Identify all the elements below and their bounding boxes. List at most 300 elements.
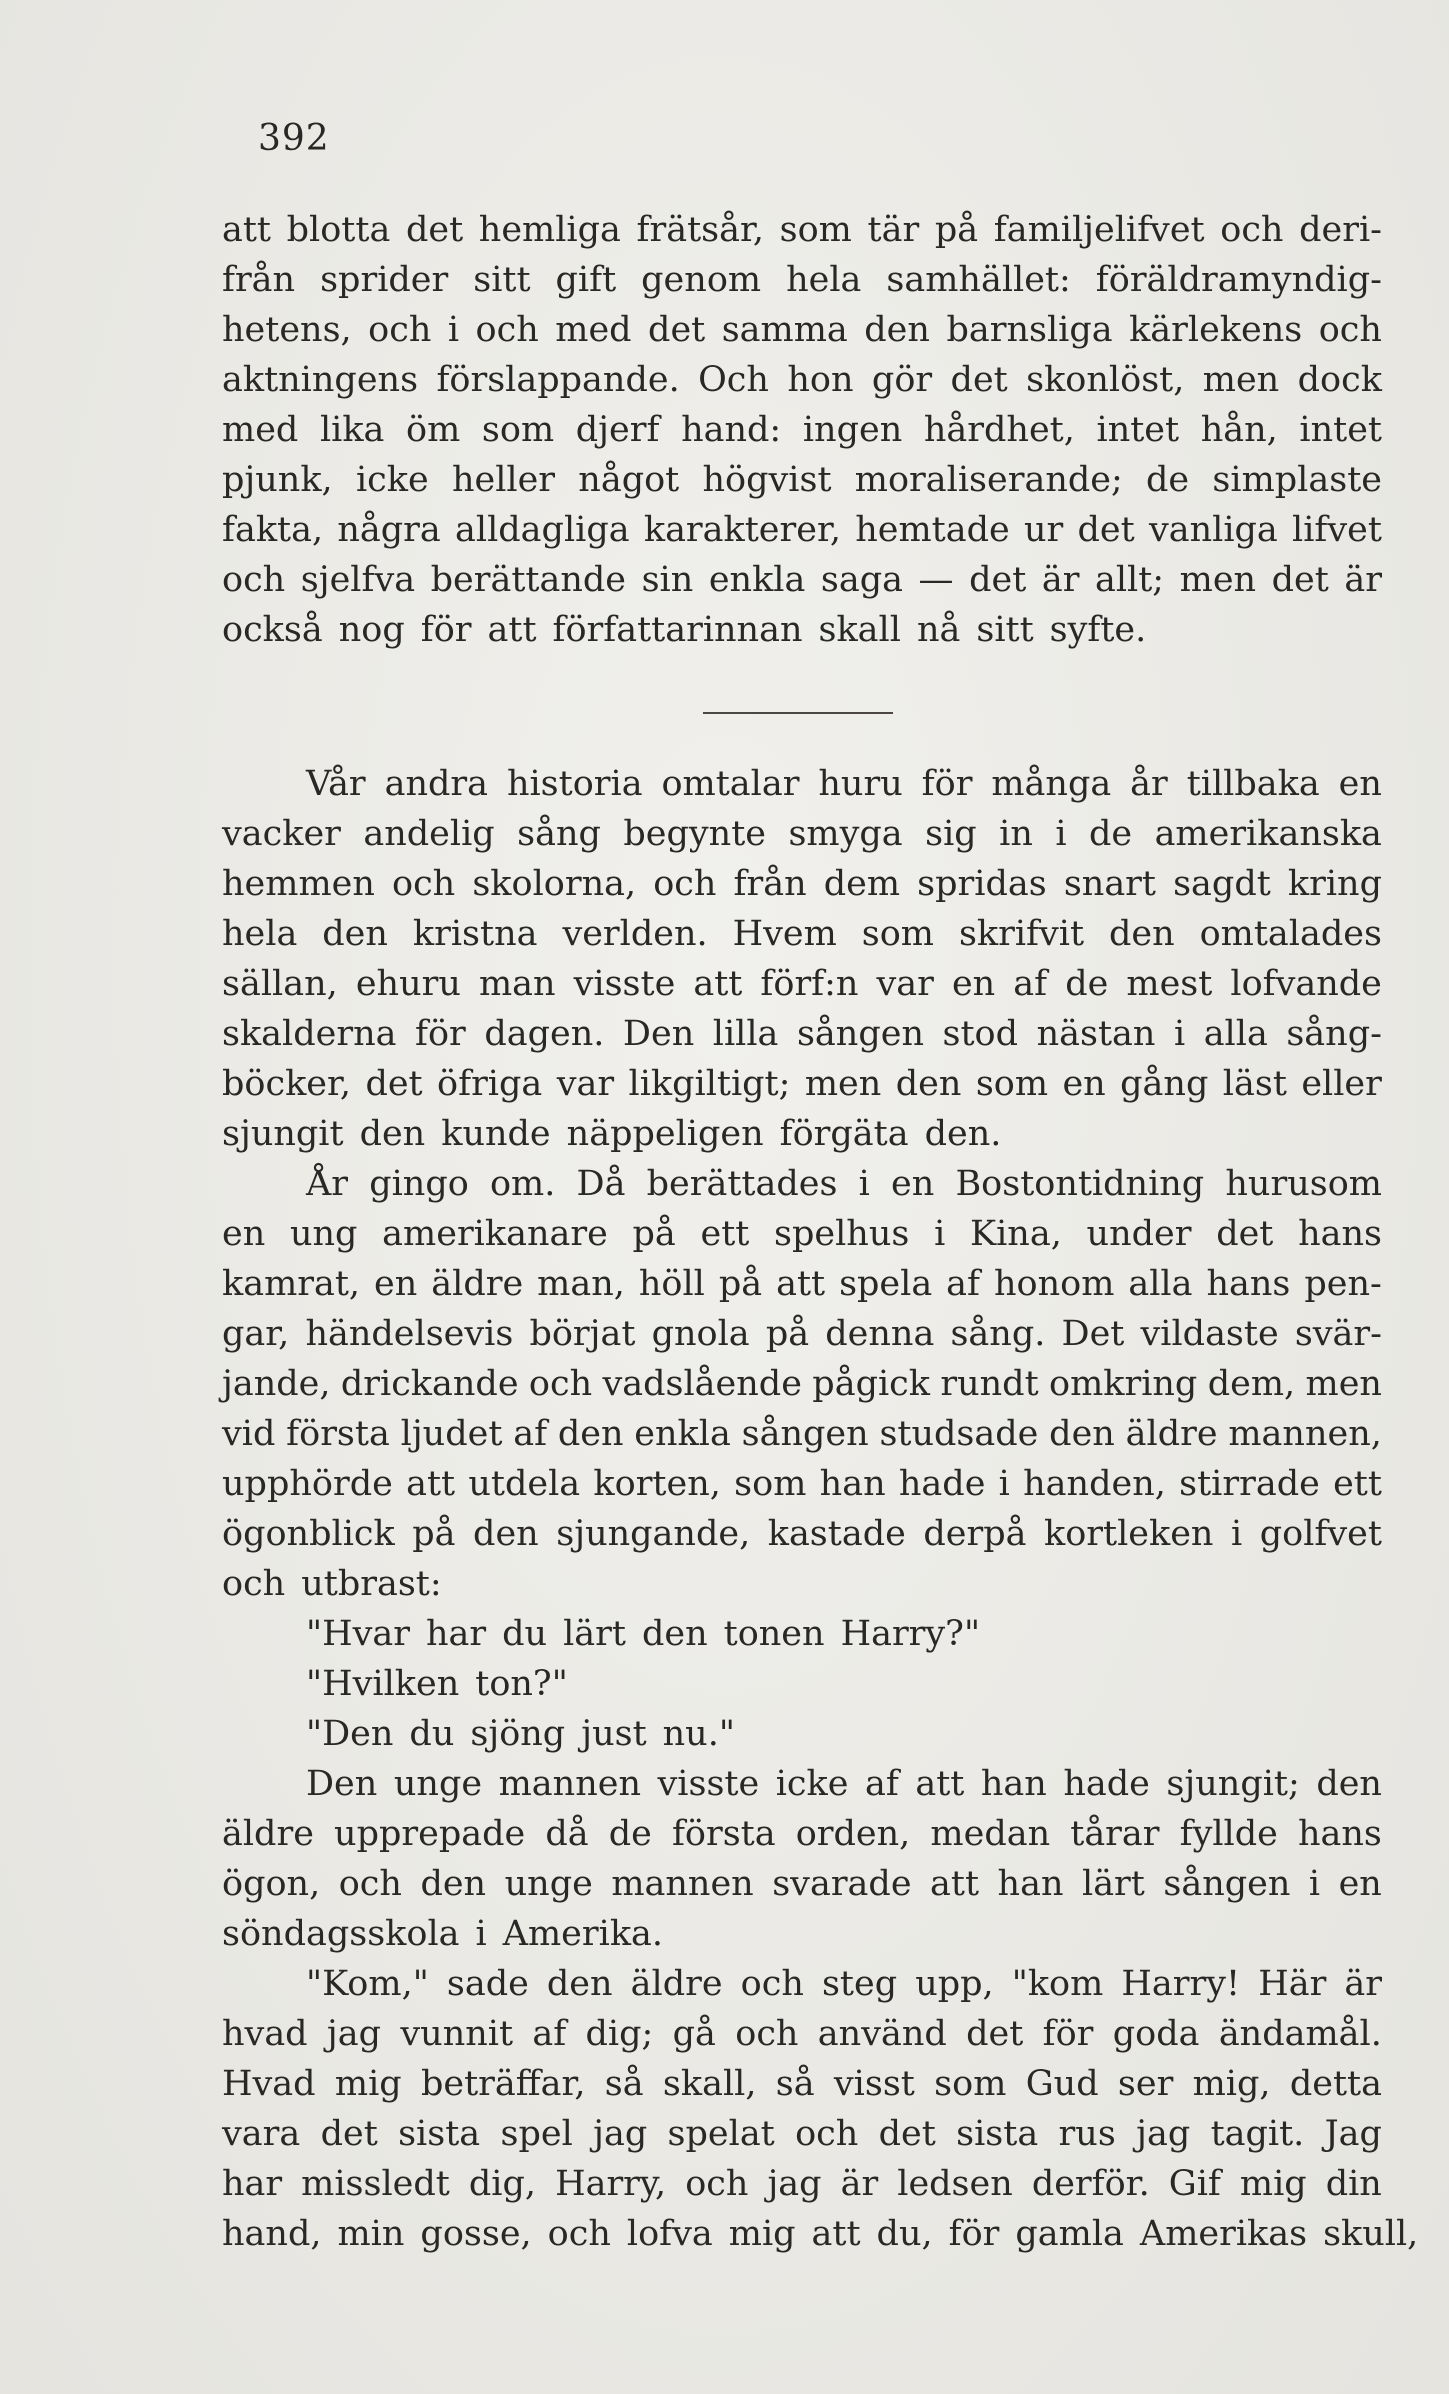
- word: gnola: [651, 1314, 750, 1354]
- word: på: [765, 1314, 810, 1354]
- text-line: [222, 1909, 1382, 1959]
- text-line: [222, 1609, 1382, 1659]
- word: men: [1305, 1364, 1382, 1404]
- word: gör: [871, 360, 933, 400]
- word: tär: [867, 210, 920, 250]
- word: och: [222, 1564, 286, 1604]
- text-line: [222, 1259, 1382, 1309]
- word: derpå: [923, 1514, 1027, 1554]
- word: med: [222, 410, 299, 450]
- word: en: [1338, 764, 1382, 804]
- text-line: [222, 1709, 1382, 1759]
- word: och: [735, 2014, 799, 2054]
- word: omtalades: [1199, 914, 1382, 954]
- word: ändamål.: [1218, 2014, 1382, 2054]
- word: smyga: [788, 814, 903, 854]
- word: vara: [222, 2114, 301, 2154]
- text-line: [222, 305, 1382, 355]
- word: Det: [1061, 1314, 1125, 1354]
- word: och: [740, 1964, 804, 2004]
- word: sista: [956, 2114, 1039, 2154]
- word: förslappande.: [436, 360, 680, 400]
- word: om.: [489, 1164, 556, 1204]
- word: unge: [504, 1864, 593, 1904]
- word: frätsår,: [636, 210, 764, 250]
- word: du,: [876, 2214, 933, 2254]
- word: kortleken: [1044, 1514, 1214, 1554]
- word: från: [733, 864, 807, 904]
- word: kastade: [767, 1514, 906, 1554]
- word: sång: [517, 814, 601, 854]
- word: att: [930, 1864, 980, 1904]
- word: en: [951, 964, 996, 1004]
- word: Amerika.: [502, 1914, 664, 1954]
- word: beträffar,: [420, 2064, 586, 2104]
- text-line: [222, 1059, 1382, 1109]
- word: hon: [787, 360, 854, 400]
- word: att: [915, 1764, 965, 1804]
- word: jag: [767, 2164, 822, 2204]
- word: som: [734, 1464, 807, 1504]
- word: en: [222, 1214, 266, 1254]
- word: historia: [506, 764, 643, 804]
- word: är: [1041, 560, 1080, 600]
- word: att: [222, 210, 271, 250]
- word: och: [1220, 210, 1284, 250]
- word: Amerikas: [1139, 2214, 1308, 2254]
- word: spelhus: [774, 1214, 910, 1254]
- word: läst: [1222, 1064, 1287, 1104]
- word: moraliserande;: [854, 460, 1123, 500]
- word: vacker: [222, 814, 341, 854]
- word: berättande: [430, 560, 627, 600]
- word: mig: [334, 2064, 402, 2104]
- word: man: [478, 964, 556, 1004]
- word: Då: [576, 1164, 626, 1204]
- word: samma: [721, 310, 848, 350]
- word: ingen: [802, 410, 903, 450]
- word: som: [934, 2064, 1007, 2104]
- word: på: [412, 1514, 456, 1554]
- word: vanliga: [1148, 510, 1278, 550]
- word: och: [222, 560, 286, 600]
- word: gingo: [369, 1164, 469, 1204]
- page-number: 392: [258, 118, 330, 159]
- text-line: [222, 355, 1382, 405]
- word: kunde: [441, 1114, 551, 1154]
- word: alla: [1203, 1014, 1268, 1054]
- word: för: [921, 764, 973, 804]
- word: du: [502, 1614, 548, 1654]
- text-line: [222, 1359, 1382, 1409]
- word: af: [1013, 964, 1048, 1004]
- word: i: [1173, 1014, 1186, 1054]
- word: hetens,: [222, 310, 352, 350]
- word: det: [966, 2014, 1024, 2054]
- word: ljudet: [400, 1414, 503, 1454]
- word: och: [653, 864, 717, 904]
- word: på: [718, 1264, 763, 1304]
- word: den: [641, 1614, 708, 1654]
- word: mig,: [1192, 2064, 1271, 2104]
- word: öm: [406, 410, 461, 450]
- word: det: [1216, 1214, 1274, 1254]
- word: vid: [222, 1414, 276, 1454]
- word: gång: [1120, 1064, 1209, 1104]
- word: orden,: [795, 1814, 911, 1854]
- word: hans: [1298, 1214, 1382, 1254]
- word: i: [934, 1214, 946, 1254]
- word: mannen: [498, 1764, 641, 1804]
- word: hade: [1063, 1764, 1150, 1804]
- word: Den: [306, 1764, 378, 1804]
- word: den: [895, 1064, 962, 1104]
- word: lifvet: [1292, 510, 1382, 550]
- word: det: [365, 1064, 423, 1104]
- word: en: [1062, 1064, 1106, 1104]
- paragraph: [222, 1709, 1382, 1759]
- word: den: [322, 914, 388, 954]
- word: heller: [451, 460, 556, 500]
- word: den: [473, 1514, 539, 1554]
- text-line: [222, 1159, 1382, 1209]
- word: höll: [638, 1264, 705, 1304]
- word: och: [1318, 310, 1382, 350]
- word: man,: [537, 1264, 625, 1304]
- word: då: [545, 1814, 589, 1854]
- word: Vår: [306, 764, 366, 804]
- word: dem: [823, 864, 901, 904]
- word: den: [359, 1114, 426, 1154]
- paragraph: [222, 1759, 1382, 1959]
- word: sprider: [320, 260, 449, 300]
- word: Den: [622, 1014, 695, 1054]
- word: de: [1088, 814, 1133, 854]
- word: upphörde: [222, 1464, 393, 1504]
- word: pjunk,: [222, 460, 333, 500]
- word: gå: [672, 2014, 716, 2054]
- word: spridas: [917, 864, 1047, 904]
- text-line: [222, 2009, 1382, 2059]
- word: hurusom: [1225, 1164, 1382, 1204]
- word: nästan: [1036, 1014, 1156, 1054]
- word: är: [1344, 1964, 1382, 2004]
- word: enkla: [634, 1414, 731, 1454]
- word: gamla: [1015, 2214, 1124, 2254]
- word: "Kom,": [306, 1964, 429, 2004]
- word: första: [671, 1814, 776, 1854]
- text-line: [222, 959, 1382, 1009]
- word: missledt: [301, 2164, 450, 2204]
- word: att: [693, 964, 743, 1004]
- word: min: [337, 2214, 405, 2254]
- word: verlden.: [562, 914, 708, 954]
- text-line: [222, 205, 1382, 255]
- word: från: [222, 260, 296, 300]
- word: din: [1325, 2164, 1382, 2204]
- word: det: [950, 360, 1008, 400]
- word: det: [405, 210, 464, 250]
- word: tårar: [1070, 1814, 1160, 1854]
- word: Och: [698, 360, 769, 400]
- word: vadslående: [602, 1364, 802, 1404]
- word: de: [1146, 460, 1190, 500]
- word: ett: [1333, 1464, 1382, 1504]
- word: utdela: [468, 1464, 581, 1504]
- word: pågick: [812, 1364, 930, 1404]
- word: ögonblick: [222, 1514, 395, 1554]
- word: för: [1042, 2014, 1094, 2054]
- word: sjungit: [222, 1114, 344, 1154]
- word: nå: [916, 610, 961, 650]
- word: hemmen: [222, 864, 375, 904]
- text-line: [222, 2209, 1419, 2259]
- word: Här: [1258, 1964, 1327, 2004]
- paragraph: [222, 1609, 1382, 1659]
- word: svarade: [772, 1864, 912, 1904]
- word: jag: [326, 2014, 382, 2054]
- word: tonen: [723, 1614, 825, 1654]
- word: för: [415, 1014, 466, 1054]
- word: goda: [1112, 2014, 1200, 2054]
- word: omkring: [1049, 1364, 1198, 1404]
- word: sången: [1163, 1864, 1291, 1904]
- word: skrifvit: [958, 914, 1085, 954]
- word: har: [222, 2164, 283, 2204]
- word: och: [475, 310, 539, 350]
- word: icke: [355, 460, 429, 500]
- text-line: [222, 455, 1382, 505]
- text-line: [222, 505, 1382, 555]
- word: den.: [924, 1114, 1002, 1154]
- word: hvad: [222, 2014, 308, 2054]
- word: var: [556, 1064, 615, 1104]
- word: af: [513, 1414, 548, 1454]
- word: vunnit: [400, 2014, 514, 2054]
- word: att: [406, 1464, 456, 1504]
- word: studsade: [879, 1414, 1039, 1454]
- word: likgiltigt;: [628, 1064, 791, 1104]
- word: att: [776, 1264, 826, 1304]
- word: den: [546, 1964, 613, 2004]
- word: sången: [796, 1014, 924, 1054]
- word: som: [975, 1064, 1049, 1104]
- word: sitt: [473, 260, 531, 300]
- word: äldre: [630, 1964, 723, 2004]
- word: på: [934, 210, 979, 250]
- word: pen-: [1304, 1264, 1382, 1304]
- word: af: [532, 2014, 567, 2054]
- text-line: [222, 1309, 1382, 1359]
- word: just: [581, 1714, 647, 1754]
- word: sista: [398, 2114, 481, 2154]
- word: hans: [1297, 1814, 1382, 1854]
- word: syfte.: [1049, 610, 1147, 650]
- word: Jag: [1324, 2114, 1382, 2154]
- word: den: [1316, 1764, 1382, 1804]
- word: år: [1130, 764, 1168, 804]
- word: som: [861, 914, 934, 954]
- word: han: [980, 1764, 1047, 1804]
- word: hårdhet,: [923, 410, 1075, 450]
- word: den: [557, 1414, 624, 1454]
- word: på: [632, 1214, 676, 1254]
- word: andra: [384, 764, 489, 804]
- text-line: [222, 555, 1382, 605]
- word: jande,: [222, 1364, 331, 1404]
- word: fakta,: [222, 510, 324, 550]
- word: och: [368, 310, 432, 350]
- word: men: [1179, 560, 1257, 600]
- word: visst: [833, 2064, 915, 2104]
- word: skonlöst,: [1026, 360, 1185, 400]
- word: spel: [500, 2114, 573, 2154]
- word: den: [864, 310, 930, 350]
- word: jag: [1136, 2114, 1191, 2154]
- word: detta: [1289, 2064, 1382, 2104]
- word: Harry,: [555, 2164, 667, 2204]
- word: upprepade: [334, 1814, 526, 1854]
- word: börjat: [529, 1314, 636, 1354]
- word: sagdt: [1173, 864, 1271, 904]
- word: skolorna,: [472, 864, 637, 904]
- word: snart: [1063, 864, 1156, 904]
- text-line: [222, 1409, 1382, 1459]
- word: några: [337, 510, 441, 550]
- word: Gif: [1168, 2164, 1221, 2204]
- text-line: [222, 2059, 1382, 2109]
- word: den: [1108, 914, 1175, 954]
- word: för: [948, 2214, 1000, 2254]
- word: samhället:: [886, 260, 1071, 300]
- word: År: [306, 1164, 349, 1204]
- word: berättades: [646, 1164, 838, 1204]
- word: lilla: [712, 1014, 779, 1054]
- word: en: [1338, 1864, 1382, 1904]
- word: ser: [1117, 2064, 1174, 2104]
- word: "Den: [306, 1714, 394, 1754]
- word: visste: [657, 1764, 760, 1804]
- paragraph: [222, 759, 1382, 1159]
- word: de: [1065, 964, 1109, 1004]
- word: ehuru: [355, 964, 461, 1004]
- word: rus: [1058, 2114, 1116, 2154]
- word: kärlekens: [1129, 310, 1303, 350]
- text-line: [222, 1759, 1382, 1809]
- word: "Hvar: [306, 1614, 410, 1654]
- word: simplaste: [1212, 460, 1382, 500]
- word: Hvem: [732, 914, 837, 954]
- word: hån,: [1200, 410, 1278, 450]
- word: drickande: [340, 1364, 519, 1404]
- word: föräldramyndig-: [1095, 260, 1382, 300]
- word: derför.: [1031, 2164, 1150, 2204]
- word: rundt: [940, 1364, 1039, 1404]
- word: "Hvilken: [306, 1664, 460, 1704]
- word: det: [320, 2114, 378, 2154]
- word: skall: [818, 610, 901, 650]
- word: denna: [825, 1314, 935, 1354]
- word: ur: [1023, 510, 1064, 550]
- word: och: [338, 1864, 402, 1904]
- word: men: [1202, 360, 1280, 400]
- text-block-after-divider: [222, 759, 1419, 2259]
- word: och: [547, 2214, 611, 2254]
- word: lofvande: [1230, 964, 1382, 1004]
- word: äldre: [431, 1264, 524, 1304]
- word: svär-: [1294, 1314, 1382, 1354]
- word: i: [858, 1164, 870, 1204]
- word: mannen,: [1228, 1414, 1382, 1454]
- word: kring: [1287, 864, 1382, 904]
- word: det: [648, 310, 706, 350]
- word: något: [578, 460, 680, 500]
- word: är: [1344, 560, 1382, 600]
- word: intet: [1299, 410, 1382, 450]
- word: stirrade: [1179, 1464, 1320, 1504]
- word: Hvad: [222, 2064, 316, 2104]
- word: begynte: [623, 814, 766, 854]
- word: tillbaka: [1186, 764, 1320, 804]
- word: sjungande,: [556, 1514, 751, 1554]
- word: korten,: [593, 1464, 721, 1504]
- word: lärt: [1082, 1864, 1145, 1904]
- text-line: [222, 1459, 1382, 1509]
- word: i: [475, 1914, 487, 1954]
- word: golfvet: [1259, 1514, 1382, 1554]
- word: eller: [1301, 1064, 1382, 1104]
- text-line: [222, 405, 1382, 455]
- word: intet: [1096, 410, 1180, 450]
- word: nog: [338, 610, 405, 650]
- word: men: [804, 1064, 882, 1104]
- word: Harry!: [1121, 1964, 1241, 2004]
- word: många: [991, 764, 1112, 804]
- word: Kina,: [969, 1214, 1062, 1254]
- word: sången: [741, 1414, 869, 1454]
- word: första: [286, 1414, 390, 1454]
- paragraph: [222, 205, 1382, 655]
- word: amerikanska: [1154, 814, 1382, 854]
- word: en: [891, 1164, 935, 1204]
- section-divider: [703, 712, 893, 714]
- word: utbrast:: [301, 1564, 442, 1604]
- word: dem,: [1207, 1364, 1296, 1404]
- word: i: [1231, 1514, 1243, 1554]
- text-line: [222, 909, 1382, 959]
- word: skall,: [662, 2064, 757, 2104]
- word: söndagsskola: [222, 1914, 460, 1954]
- word: i: [1055, 814, 1067, 854]
- word: i: [1308, 1864, 1321, 1904]
- word: ledsen: [897, 2164, 1013, 2204]
- word: hand:: [681, 410, 782, 450]
- word: saga: [820, 560, 903, 600]
- text-line: [222, 1559, 1382, 1609]
- word: aktningens: [222, 360, 419, 400]
- word: äldre: [1125, 1414, 1218, 1454]
- word: sin: [641, 560, 694, 600]
- word: sig: [925, 814, 977, 854]
- word: familjelifvet: [993, 210, 1205, 250]
- word: kristna: [412, 914, 538, 954]
- word: att: [811, 2214, 861, 2254]
- word: hemtade: [855, 510, 1010, 550]
- word: i: [447, 310, 460, 350]
- word: sång-: [1286, 1014, 1382, 1054]
- word: stod: [942, 1014, 1019, 1054]
- word: den: [1049, 1414, 1115, 1454]
